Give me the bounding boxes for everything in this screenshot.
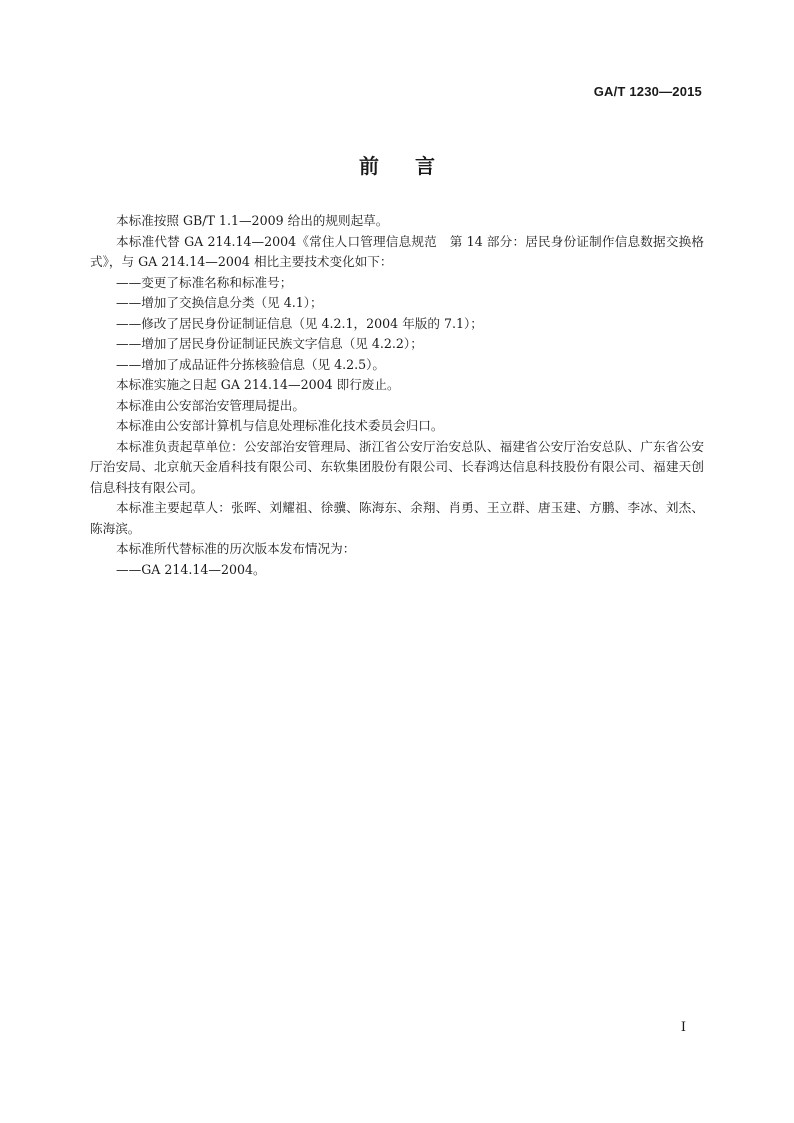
change-item: ——增加了居民身份证制证民族文字信息（见 4.2.2）； bbox=[116, 336, 423, 351]
change-item: ——增加了成品证件分拣核验信息（见 4.2.5）。 bbox=[116, 356, 386, 372]
change-item: ——修改了居民身份证制证信息（见 4.2.1，2004 年版的 7.1）； bbox=[116, 315, 483, 331]
paragraph-drafters: 本标准主要起草人：张晖、刘耀祖、徐骥、陈海东、余翔、肖勇、王立群、唐玉建、方鹏、李冰、刘杰、陈海滨。 bbox=[90, 500, 704, 536]
change-item: ——增加了交换信息分类（见 4.1）； bbox=[116, 295, 323, 310]
version-history-item: ——GA 214.14—2004。 bbox=[116, 561, 266, 577]
foreword-body bbox=[90, 211, 704, 580]
document-code: GA/T 1230—2015 bbox=[593, 84, 702, 99]
paragraph-version-history: 本标准所代替标准的历次版本发布情况为： bbox=[116, 541, 356, 556]
paragraph-abolition: 本标准实施之日起 GA 214.14—2004 即行废止。 bbox=[116, 377, 400, 392]
paragraph-drafting-units: 本标准负责起草单位：公安部治安管理局、浙江省公安厅治安总队、福建省公安厅治安总队、广东省公安厅治安局、北京航天金盾科技有限公司、东软集团股份有限公司、长春鸿达信息科技股份有限公司、福建天创信息科技有限公司。 bbox=[90, 438, 704, 495]
paragraph-centralized-by: 本标准由公安部计算机与信息处理标准化技术委员会归口。 bbox=[116, 418, 444, 433]
paragraph-replacement: 本标准代替 GA 214.14—2004《常住人口管理信息规范 第 14 部分：居民身份证制作信息数据交换格式》，与 GA 214.14—2004 相比主要技术变化如下： bbox=[90, 233, 704, 269]
page-title: 前言 bbox=[359, 154, 471, 178]
page-number: I bbox=[680, 1020, 686, 1035]
change-item: ——变更了标准名称和标准号； bbox=[116, 274, 293, 290]
paragraph-drafting-rules: 本标准按照 GB/T 1.1—2009 给出的规则起草。 bbox=[116, 213, 389, 228]
paragraph-proposed-by: 本标准由公安部治安管理局提出。 bbox=[116, 397, 305, 413]
